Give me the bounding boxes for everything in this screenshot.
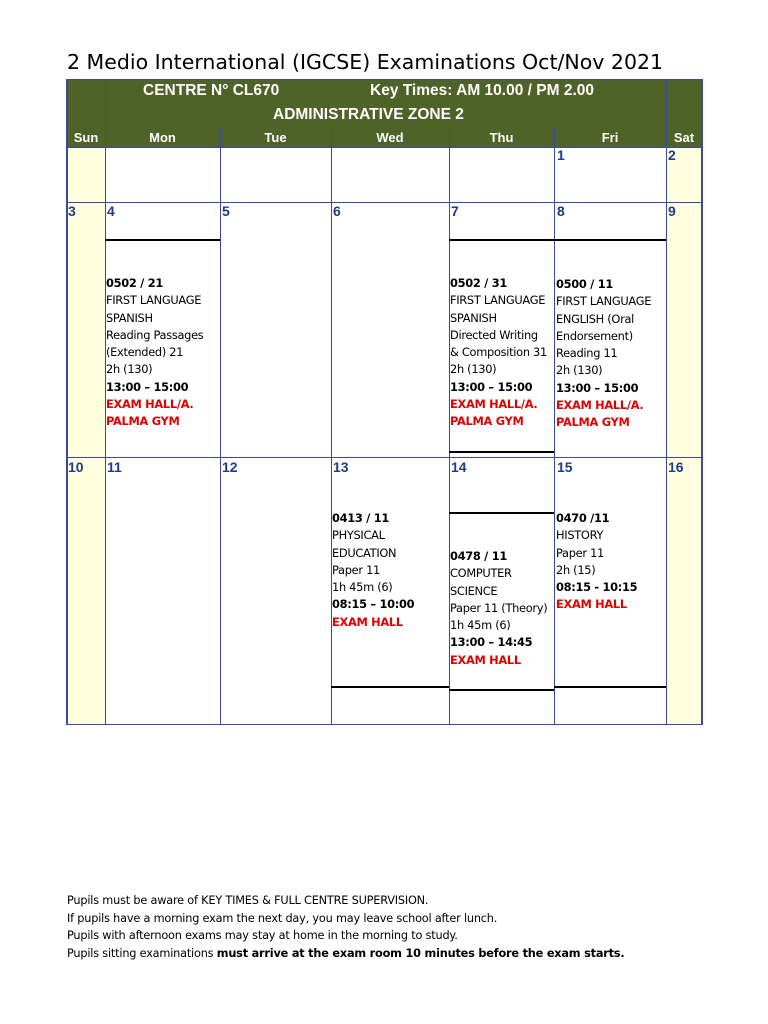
note-text: Pupils sitting examinations: [67, 946, 217, 960]
centre-number: CENTRE N° CL670: [143, 82, 280, 99]
exam-subject: EDUCATION: [332, 545, 397, 560]
date-sun-3: 3: [68, 203, 76, 219]
date-sat-9: 9: [668, 203, 676, 219]
exam-duration: 2h (130): [556, 363, 603, 378]
exam-time: 13:00 – 15:00: [450, 379, 533, 394]
date-fri-8: 8: [557, 203, 565, 219]
grid-line: [666, 79, 667, 725]
exam-room: EXAM HALL/A.: [450, 397, 538, 412]
note-line: If pupils have a morning exam the next day, you may leave school after lunch.: [67, 911, 498, 925]
date-mon-11: 11: [107, 459, 122, 475]
exam-subject: FIRST LANGUAGE: [450, 293, 546, 308]
day-header-mon: Mon: [149, 130, 176, 145]
grid-line: [220, 128, 221, 725]
exam-code: 0478 / 11: [450, 549, 507, 563]
grid-line: [554, 128, 555, 725]
exam-paper: Reading 11: [556, 346, 618, 361]
grid-line: [331, 128, 332, 725]
grid-line: [66, 79, 68, 725]
exam-paper: & Composition 31: [450, 345, 547, 360]
date-sat-16: 16: [668, 459, 684, 475]
exam-subject: SPANISH: [106, 310, 153, 325]
date-thu-14: 14: [451, 459, 467, 475]
cell-divider: [449, 689, 554, 691]
exam-paper: Reading Passages: [106, 327, 204, 342]
exam-entry-thu-14: [450, 548, 547, 669]
day-header-thu: Thu: [489, 130, 514, 145]
date-wed-6: 6: [333, 203, 341, 219]
exam-room: EXAM HALL/A.: [556, 398, 644, 413]
administrative-zone: ADMINISTRATIVE ZONE 2: [273, 106, 464, 123]
exam-code: 0502 / 31: [450, 276, 507, 290]
exam-code: 0470 /11: [556, 511, 610, 525]
sunday-column-fill: [67, 147, 105, 724]
cell-divider: [331, 686, 449, 688]
exam-subject: FIRST LANGUAGE: [556, 294, 652, 309]
grid-line: [66, 724, 702, 726]
grid-line: [66, 457, 702, 458]
exam-duration: 2h (130): [106, 362, 153, 377]
exam-duration: 2h (15): [556, 562, 596, 577]
note-line: [67, 945, 624, 963]
exam-duration: 1h 45m (6): [450, 618, 511, 633]
note-line: Pupils must be aware of KEY TIMES & FULL CENTRE SUPERVISION.: [67, 894, 429, 907]
date-thu-7: 7: [451, 203, 459, 219]
exam-room: PALMA GYM: [556, 415, 630, 430]
grid-line: [66, 147, 702, 148]
grid-line: [66, 202, 702, 203]
grid-line: [66, 79, 702, 81]
cell-divider: [105, 239, 220, 241]
cell-divider: [449, 512, 554, 514]
date-tue-12: 12: [222, 459, 238, 475]
date-sat-2: 2: [668, 147, 676, 163]
exam-paper: Paper 11 (Theory): [450, 600, 548, 615]
exam-room: EXAM HALL: [450, 652, 521, 667]
exam-subject: SPANISH: [450, 310, 497, 325]
exam-code: 0502 / 21: [106, 276, 163, 290]
exam-room: PALMA GYM: [450, 414, 524, 429]
day-header-tue: Tue: [264, 130, 287, 145]
day-header-fri: Fri: [601, 130, 619, 145]
exam-subject: ENGLISH (Oral: [556, 311, 635, 326]
exam-time: 08:15 - 10:15: [556, 580, 638, 595]
exam-time: 08:15 – 10:00: [332, 597, 415, 612]
date-fri-1: 1: [557, 147, 565, 163]
exam-time: 13:00 – 15:00: [106, 379, 189, 394]
exam-paper: Endorsement): [556, 328, 633, 343]
day-header-sun: Sun: [73, 130, 99, 145]
date-fri-15: 15: [557, 459, 573, 475]
date-wed-13: 13: [333, 459, 349, 475]
exam-time: 13:00 – 15:00: [556, 380, 639, 395]
exam-entry-wed-13: [332, 510, 414, 631]
exam-paper: Paper 11: [332, 562, 380, 577]
exam-entry-fri-15: [556, 510, 637, 614]
exam-paper: Directed Writing: [450, 327, 538, 342]
date-tue-5: 5: [222, 203, 230, 219]
exam-code: 0413 / 11: [332, 511, 389, 525]
date-mon-4: 4: [107, 203, 115, 219]
exam-room: PALMA GYM: [106, 414, 180, 429]
cell-divider: [449, 451, 554, 453]
exam-paper: (Extended) 21: [106, 345, 184, 360]
exam-duration: 1h 45m (6): [332, 580, 393, 595]
date-sun-10: 10: [68, 459, 84, 475]
exam-entry-fri-8: [556, 276, 651, 432]
exam-duration: 2h (130): [450, 362, 497, 377]
note-line: Pupils with afternoon exams may stay at home in the morning to study.: [67, 929, 458, 942]
day-header-sat: Sat: [673, 130, 695, 145]
exam-subject: COMPUTER: [450, 566, 512, 581]
cell-divider: [449, 239, 554, 241]
exam-room: EXAM HALL: [556, 597, 627, 612]
day-header-wed: Wed: [376, 130, 404, 145]
exam-room: EXAM HALL/A.: [106, 397, 194, 412]
exam-paper: Paper 11: [556, 545, 604, 560]
exam-entry-thu-7: [450, 275, 547, 431]
footer-notes: [67, 892, 624, 962]
cell-divider: [554, 686, 666, 688]
exam-room: EXAM HALL: [332, 614, 403, 629]
exam-time: 13:00 – 14:45: [450, 635, 533, 650]
grid-line: [701, 79, 703, 725]
page-title: 2 Medio International (IGCSE) Examinations Oct/Nov 2021: [67, 50, 664, 74]
exam-subject: FIRST LANGUAGE: [106, 293, 202, 308]
exam-code: 0500 / 11: [556, 277, 613, 291]
exam-subject: PHYSICAL: [332, 528, 385, 543]
exam-subject: SCIENCE: [450, 583, 498, 598]
exam-subject: HISTORY: [556, 528, 604, 543]
note-emphasis: must arrive at the exam room 10 minutes before the exam starts.: [216, 946, 625, 960]
cell-divider: [554, 239, 666, 241]
key-times: Key Times: AM 10.00 / PM 2.00: [370, 82, 594, 99]
saturday-column-fill: [666, 147, 702, 724]
exam-entry-mon-4: [106, 275, 203, 431]
